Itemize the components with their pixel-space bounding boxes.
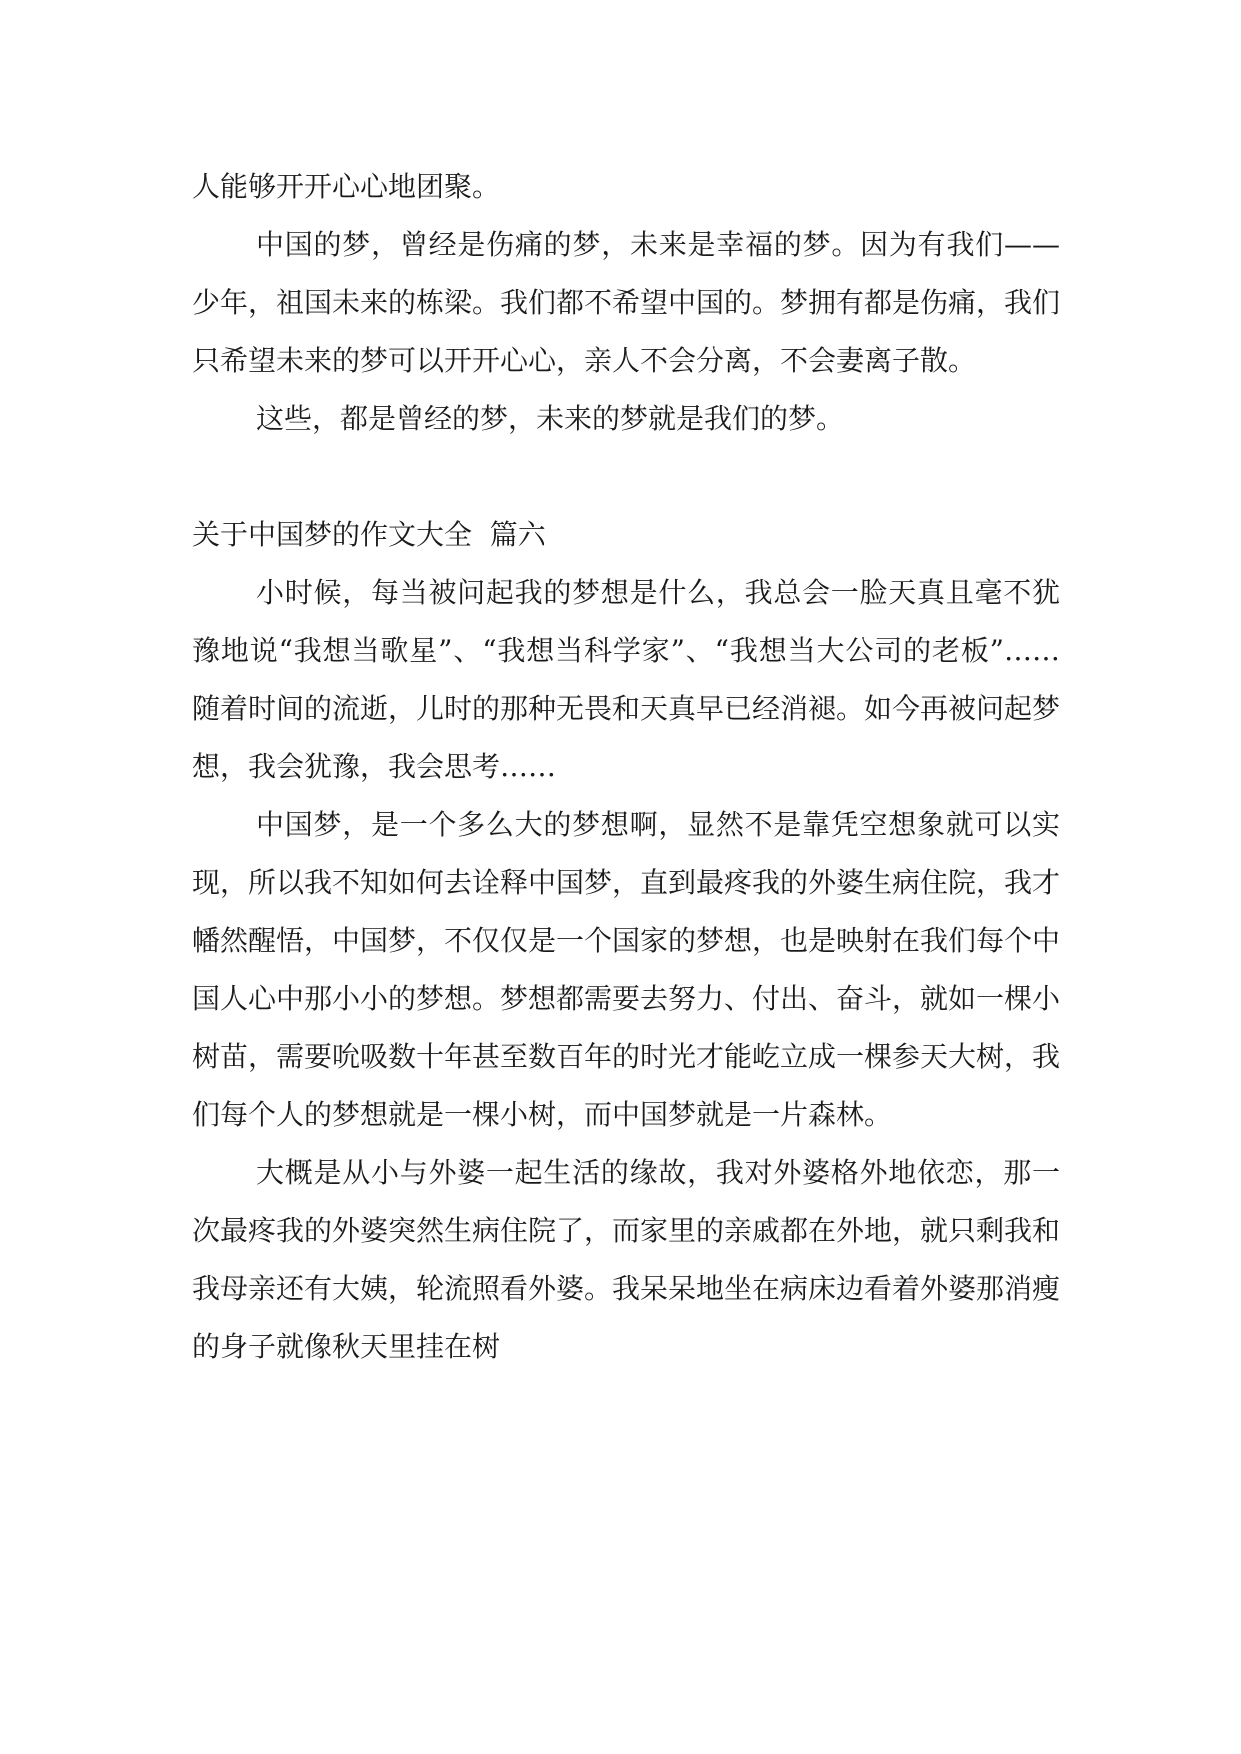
document-body (192, 158, 1060, 1376)
section-heading: 关于中国梦的作文大全 篇六 (192, 518, 546, 551)
paragraph: 中国的梦，曾经是伤痛的梦，未来是幸福的梦。因为有我们——少年，祖国未来的栋梁。我们都不希望中国的。梦拥有都是伤痛，我们只希望未来的梦可以开开心心，亲人不会分离，不会妻离子散。 (192, 228, 1061, 377)
paragraph: 这些，都是曾经的梦，未来的梦就是我们的梦。 (256, 402, 845, 435)
paragraph: 小时候，每当被问起我的梦想是什么，我总会一脸天真且毫不犹豫地说“我想当歌星”、“我想当科学家”、“我想当大公司的老板”……随着时间的流逝，儿时的那种无畏和天真早已经消褪。如今再被问起梦想，我会犹豫，我会思考…… (192, 576, 1061, 783)
paragraph-continuation: 人能够开开心心地团聚。 (192, 170, 501, 203)
paragraph: 中国梦，是一个多么大的梦想啊，显然不是靠凭空想象就可以实现，所以我不知如何去诠释中国梦，直到最疼我的外婆生病住院，我才幡然醒悟，中国梦，不仅仅是一个国家的梦想，也是映射在我们每个中国人心中那小小的梦想。梦想都需要去努力、付出、奋斗，就如一棵小树苗，需要吮吸数十年甚至数百年的时光才能屹立成一棵参天大树，我们每个人的梦想就是一棵小树，而中国梦就是一片森林。 (192, 808, 1061, 1131)
paragraph: 大概是从小与外婆一起生活的缘故，我对外婆格外地依恋，那一次最疼我的外婆突然生病住院了，而家里的亲戚都在外地，就只剩我和我母亲还有大姨，轮流照看外婆。我呆呆地坐在病床边看着外婆那消瘦的身子就像秋天里挂在树 (192, 1156, 1061, 1363)
